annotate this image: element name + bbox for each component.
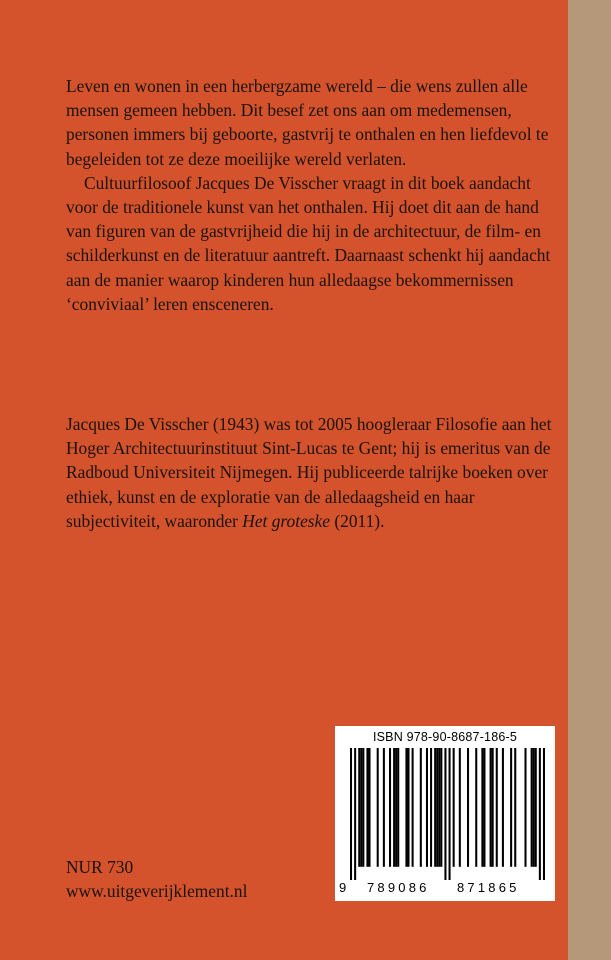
nur-code: NUR 730	[66, 857, 134, 877]
barcode-bar	[533, 748, 535, 867]
barcode-bar	[496, 748, 498, 867]
barcode-bar	[539, 748, 541, 880]
barcode-bar	[426, 748, 428, 867]
barcode-bar	[481, 748, 483, 867]
barcode-bar	[360, 748, 362, 867]
barcode-bar	[407, 748, 409, 867]
ean-right-group: 871865	[457, 880, 520, 895]
barcode-bar	[475, 748, 477, 867]
barcode-bar	[444, 748, 446, 880]
author-bio-text	[66, 412, 564, 533]
publisher-info	[66, 855, 247, 904]
barcode-bar	[510, 748, 512, 867]
barcode-bar	[383, 748, 385, 867]
blurb-paragraph-1: Leven en wonen in een herbergzame wereld – die wens zullen alle mensen gemeen hebben. Dit besef zet ons aan om medemensen, personen immers bij geboorte, gastvrij te onthalen en hen liefdevol te begeleiden tot ze deze moeilijke wereld verlaten.	[66, 76, 549, 169]
book-spine	[568, 0, 611, 960]
ean-first-digit: 9	[339, 880, 347, 895]
book-title-reference: Het groteske	[242, 510, 330, 531]
blurb-paragraph-2: Cultuurfilosoof Jacques De Visscher vraagt in dit boek aandacht voor de traditionele kunst van het onthalen. Hij doet dit aan de hand van figuren van de gastvrijheid die hij in de architectuur, de film- en schilderkunst en de literatuur aantreft. Daarnaast schenkt hij aandacht aan de manier waarop kinderen hun alledaagse bekommernissen ‘conviviaal’ leren ensceneren.	[66, 172, 551, 314]
publisher-website: www.uitgeverijklement.nl	[66, 881, 248, 902]
barcode-bar	[440, 748, 442, 867]
barcode-bar	[524, 748, 526, 867]
barcode-bar	[377, 748, 379, 867]
back-cover-blurb	[66, 74, 564, 316]
barcode-bar	[514, 748, 516, 867]
barcode-bar	[389, 748, 391, 867]
barcode-bar	[535, 748, 537, 867]
barcode-bar	[492, 748, 494, 867]
author-bio	[66, 412, 564, 533]
barcode-bar	[436, 748, 438, 867]
barcode-bar	[393, 748, 395, 867]
barcode-bar	[434, 748, 436, 867]
barcode-bar	[453, 748, 455, 867]
barcode-bar	[362, 748, 364, 867]
barcode-bar	[395, 748, 397, 867]
barcode-bar	[366, 748, 368, 867]
author-bio-year: (2011).	[330, 510, 385, 531]
barcode-bar	[531, 748, 533, 867]
barcode-bar	[430, 748, 432, 867]
barcode-bars	[350, 748, 545, 880]
barcode-bar	[368, 748, 370, 867]
author-bio-body: Jacques De Visscher (1943) was tot 2005 hoogleraar Filosofie aan het Hoger Architectuurinstituut Sint-Lucas te Gent; hij is emeritus van de Radboud Universiteit Nijmegen. Hij publiceerde talrijke boeken over ethiek, kunst en de exploratie van de alledaagsheid en haar subjectiviteit, waaronder	[66, 414, 552, 531]
barcode-bar	[350, 748, 352, 880]
barcode-bar	[405, 748, 407, 867]
barcode-bar	[467, 748, 469, 867]
barcode-bar	[358, 748, 360, 867]
barcode-bar	[459, 748, 461, 867]
barcode-bar	[502, 748, 504, 867]
barcode-bar	[543, 748, 545, 880]
barcode-bar	[438, 748, 440, 867]
barcode-bar	[483, 748, 485, 867]
ean-left-group: 789086	[367, 880, 430, 895]
barcode-bar	[412, 748, 414, 867]
isbn-label: ISBN 978-90-8687-186-5	[372, 730, 518, 744]
barcode-bar	[397, 748, 399, 867]
barcode-bar	[490, 748, 492, 867]
barcode-bar	[354, 748, 356, 880]
isbn-barcode	[335, 726, 555, 901]
barcode-bar	[420, 748, 422, 867]
barcode-bar	[449, 748, 451, 880]
